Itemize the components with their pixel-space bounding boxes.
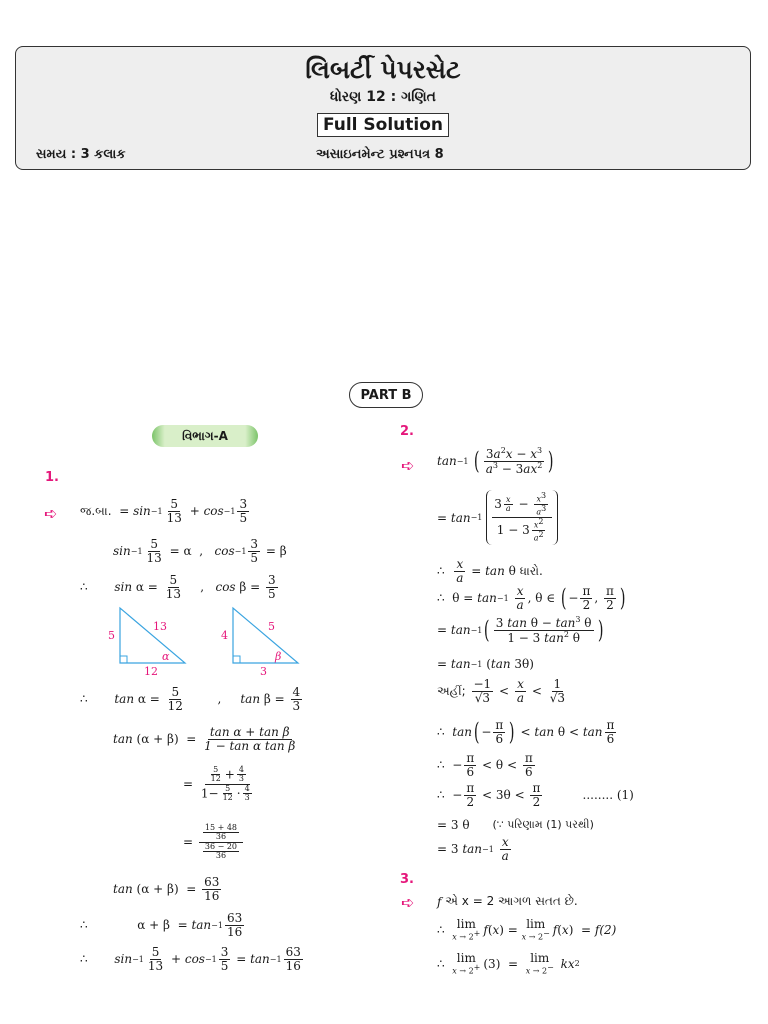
q1-line-5: tan (α + β) = $\frac{\text{tan α + tan β}}{\text{1 − tan α tan β}}$ [113, 725, 296, 753]
q2-line-2: = tan −1 3 $\frac{x}{a}$ − $\frac{x^3}{a^3}$ 1 − 3 $\frac{x^2}{a^2}$ [437, 490, 558, 545]
tri2-hyp-label: 5 [268, 620, 275, 633]
question-number-3: 3. [400, 872, 414, 887]
header-box [15, 46, 751, 170]
q1-line-10: ∴ sin −1 $\frac{5}{13}$ + cos −1 $\frac{3}{5}$ = tan −1 $\frac{63}{16}$ [80, 945, 301, 973]
q3-line-1: f એ x = 2 આગળ સતત છે. [437, 894, 578, 909]
q1-line-2: sin −1 $\frac{5}{13}$ = α , cos −1 $\frac{3}{5}$ = β [113, 537, 287, 565]
q2-line-11: = 3 θ (∵ પરિણામ (1) પરથી) [437, 818, 594, 832]
q2-line-9: ∴ − $\frac{\pi}{6}$ < θ < $\frac{\pi}{6}$ [437, 751, 533, 779]
tri2-side-label: 4 [221, 629, 228, 642]
q1-line-6: = $\frac{5}{12}$ + $\frac{4}{3}$ 1− $\frac{5}{12}$ · $\frac{4}{3}$ [183, 765, 250, 803]
q1-line-3: ∴ sin α = $\frac{5}{13}$ , cos β = $\frac{3}{5}$ [80, 573, 276, 601]
q3-line-2: ∴ lim x → 2+ f ( x ) = lim x → 2− f ( x ) = f(2) [437, 917, 617, 942]
answer-prefix: જ.બા. [80, 503, 112, 518]
tri1-side-label: 5 [108, 629, 115, 642]
q2-line-10: ∴ − $\frac{\pi}{2}$ < 3θ < $\frac{\pi}{2}$ ........ (1) [437, 781, 634, 809]
triangle-alpha [108, 608, 185, 678]
q2-line-6: = tan −1 ( tan 3θ) [437, 657, 534, 671]
q2-line-3: ∴ $\frac{x}{a}$ = tan θ ધારો. [437, 557, 543, 585]
q2-line-4: ∴ θ = tan −1 $\frac{x}{a}$ , θ ∈ ( − $\frac{\pi}{2}$ , $\frac{\pi}{2}$ ) [437, 583, 626, 612]
right-triangles-figure [100, 606, 310, 678]
q1-line-9: ∴ α + β = tan −1 $\frac{63}{16}$ [80, 911, 243, 939]
q1-line-8: tan (α + β) = $\frac{63}{16}$ [113, 875, 220, 903]
answer-arrow-icon: ➪ [401, 456, 415, 475]
tri2-angle-label: β [275, 650, 282, 663]
part-badge: PART B [349, 382, 423, 408]
q2-line-8: ∴ tan ( − $\frac{\pi}{6}$ ) < tan θ < tan $\frac{\pi}{6}$ [437, 717, 615, 746]
q1-line-1: જ.બા. = sin −1 $\frac{5}{13}$ + cos −1 $\frac{3}{5}$ [80, 497, 248, 525]
time-label: સમય : 3 કલાક [36, 147, 126, 162]
tri2-base-label: 3 [260, 665, 267, 678]
q1-line-4: ∴ tan α = $\frac{5}{12}$ , tan β = $\frac{4}{3}$ [80, 685, 301, 713]
q1-line-7: = $\frac{\frac{15 + 48}{36}}{\frac{36 - 20}{36}}$ [183, 824, 245, 861]
full-solution-badge: Full Solution [317, 113, 449, 137]
subject-subtitle: ધોરણ 12 : ગણિત [330, 89, 436, 105]
question-number-2: 2. [400, 424, 414, 439]
question-number-1: 1. [45, 470, 59, 485]
q3-line-3: ∴ lim x → 2+ (3) = lim x → 2− kx 2 [437, 951, 580, 976]
q2-line-12: = 3 tan −1 $\frac{x}{a}$ [437, 835, 509, 863]
section-pill: વિભાગ-A [152, 425, 258, 447]
tri1-angle-label: α [162, 650, 170, 663]
q2-line-5: = tan −1 ( $\frac{3 \tan \theta - \tan^3 \theta}{1 - 3 \tan^2 \theta}$ ) [437, 615, 604, 645]
answer-arrow-icon: ➪ [44, 504, 58, 523]
tri1-hyp-label: 13 [153, 620, 167, 633]
triangle-beta [221, 608, 298, 678]
tri1-base-label: 12 [144, 665, 158, 678]
page-title: લિબર્ટી પેપરસેટ [305, 55, 461, 84]
q2-line-1: tan −1 ( $\frac{3a^2x - x^3}{a^3 - 3ax^2}$ ) [437, 446, 554, 476]
assignment-label: અસાઇનમેન્ટ પ્રશ્નપત્ર 8 [316, 147, 444, 162]
answer-arrow-icon: ➪ [401, 893, 415, 912]
q2-line-7: અહીં; $\frac{-1}{√3}$ < $\frac{x}{a}$ < $\frac{1}{√3}$ [437, 677, 566, 705]
